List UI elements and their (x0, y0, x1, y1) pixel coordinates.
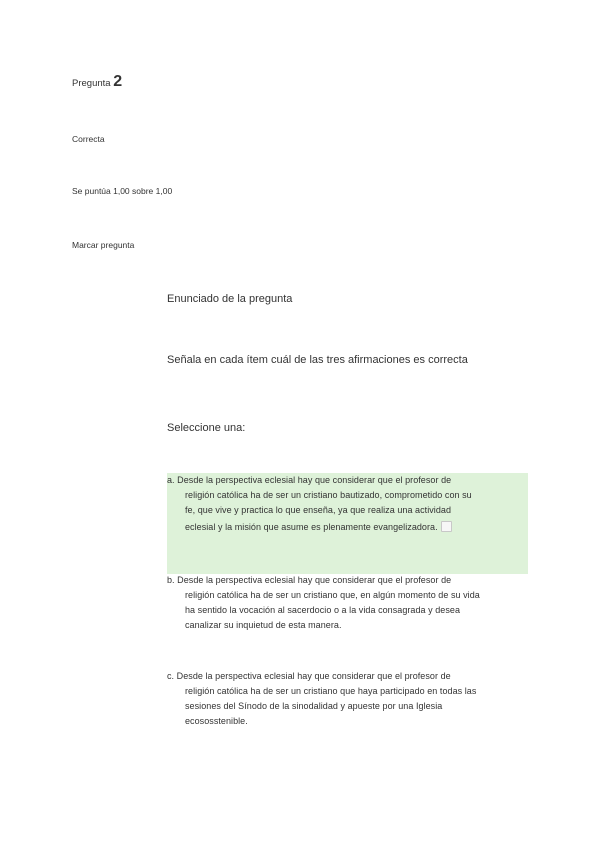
answer-option-a[interactable] (167, 473, 528, 574)
answer-b-line-3: ha sentido la vocación al sacerdocio o a la vida consagrada y desea (185, 605, 461, 615)
flag-question-link[interactable]: Marcar pregunta (72, 240, 135, 250)
question-grade: Se puntúa 1,00 sobre 1,00 (72, 186, 173, 196)
answer-a-line-3: fe, que vive y practica lo que enseña, ya que realiza una actividad (185, 505, 452, 515)
question-statement: Señala en cada ítem cuál de las tres afirmaciones es correcta (167, 354, 468, 366)
answer-letter: b. (167, 575, 175, 585)
answer-b-line-1: b. Desde la perspectiva eclesial hay que considerar que el profesor de (167, 575, 452, 585)
answer-c-line-2: religión católica ha de ser un cristiano que haya participado en todas las (185, 686, 477, 696)
answer-c-line-3: sesiones del Sínodo de la sinodalidad y apueste por una Iglesia (185, 701, 443, 711)
answer-option-b[interactable] (167, 573, 528, 633)
answer-letter: c. (167, 671, 175, 681)
answer-letter: a. (167, 475, 175, 485)
answer-a-line-1: a. Desde la perspectiva eclesial hay que considerar que el profesor de (167, 475, 452, 485)
answer-prompt: Seleccione una: (167, 422, 246, 434)
answer-option-c[interactable] (167, 669, 528, 729)
question-label-text: Pregunta (72, 78, 111, 89)
answer-b-line-4: canalizar su inquietud de esta manera. (185, 620, 342, 630)
question-heading: Enunciado de la pregunta (167, 293, 293, 305)
question-number-label (72, 73, 123, 90)
answer-c-line-1: c. Desde la perspectiva eclesial hay que considerar que el profesor de (167, 671, 451, 681)
answer-a-line-2: religión católica ha de ser un cristiano bautizado, comprometido con su (185, 490, 472, 500)
question-state: Correcta (72, 134, 105, 144)
answer-a-line-4: eclesial y la misión que asume es plenamente evangelizadora. (167, 518, 528, 536)
answer-b-line-2: religión católica ha de ser un cristiano que, en algún momento de su vida (185, 590, 480, 600)
question-number: 2 (113, 73, 123, 90)
checkbox-icon[interactable] (441, 521, 452, 532)
answer-c-line-4: ecososstenible. (185, 716, 248, 726)
